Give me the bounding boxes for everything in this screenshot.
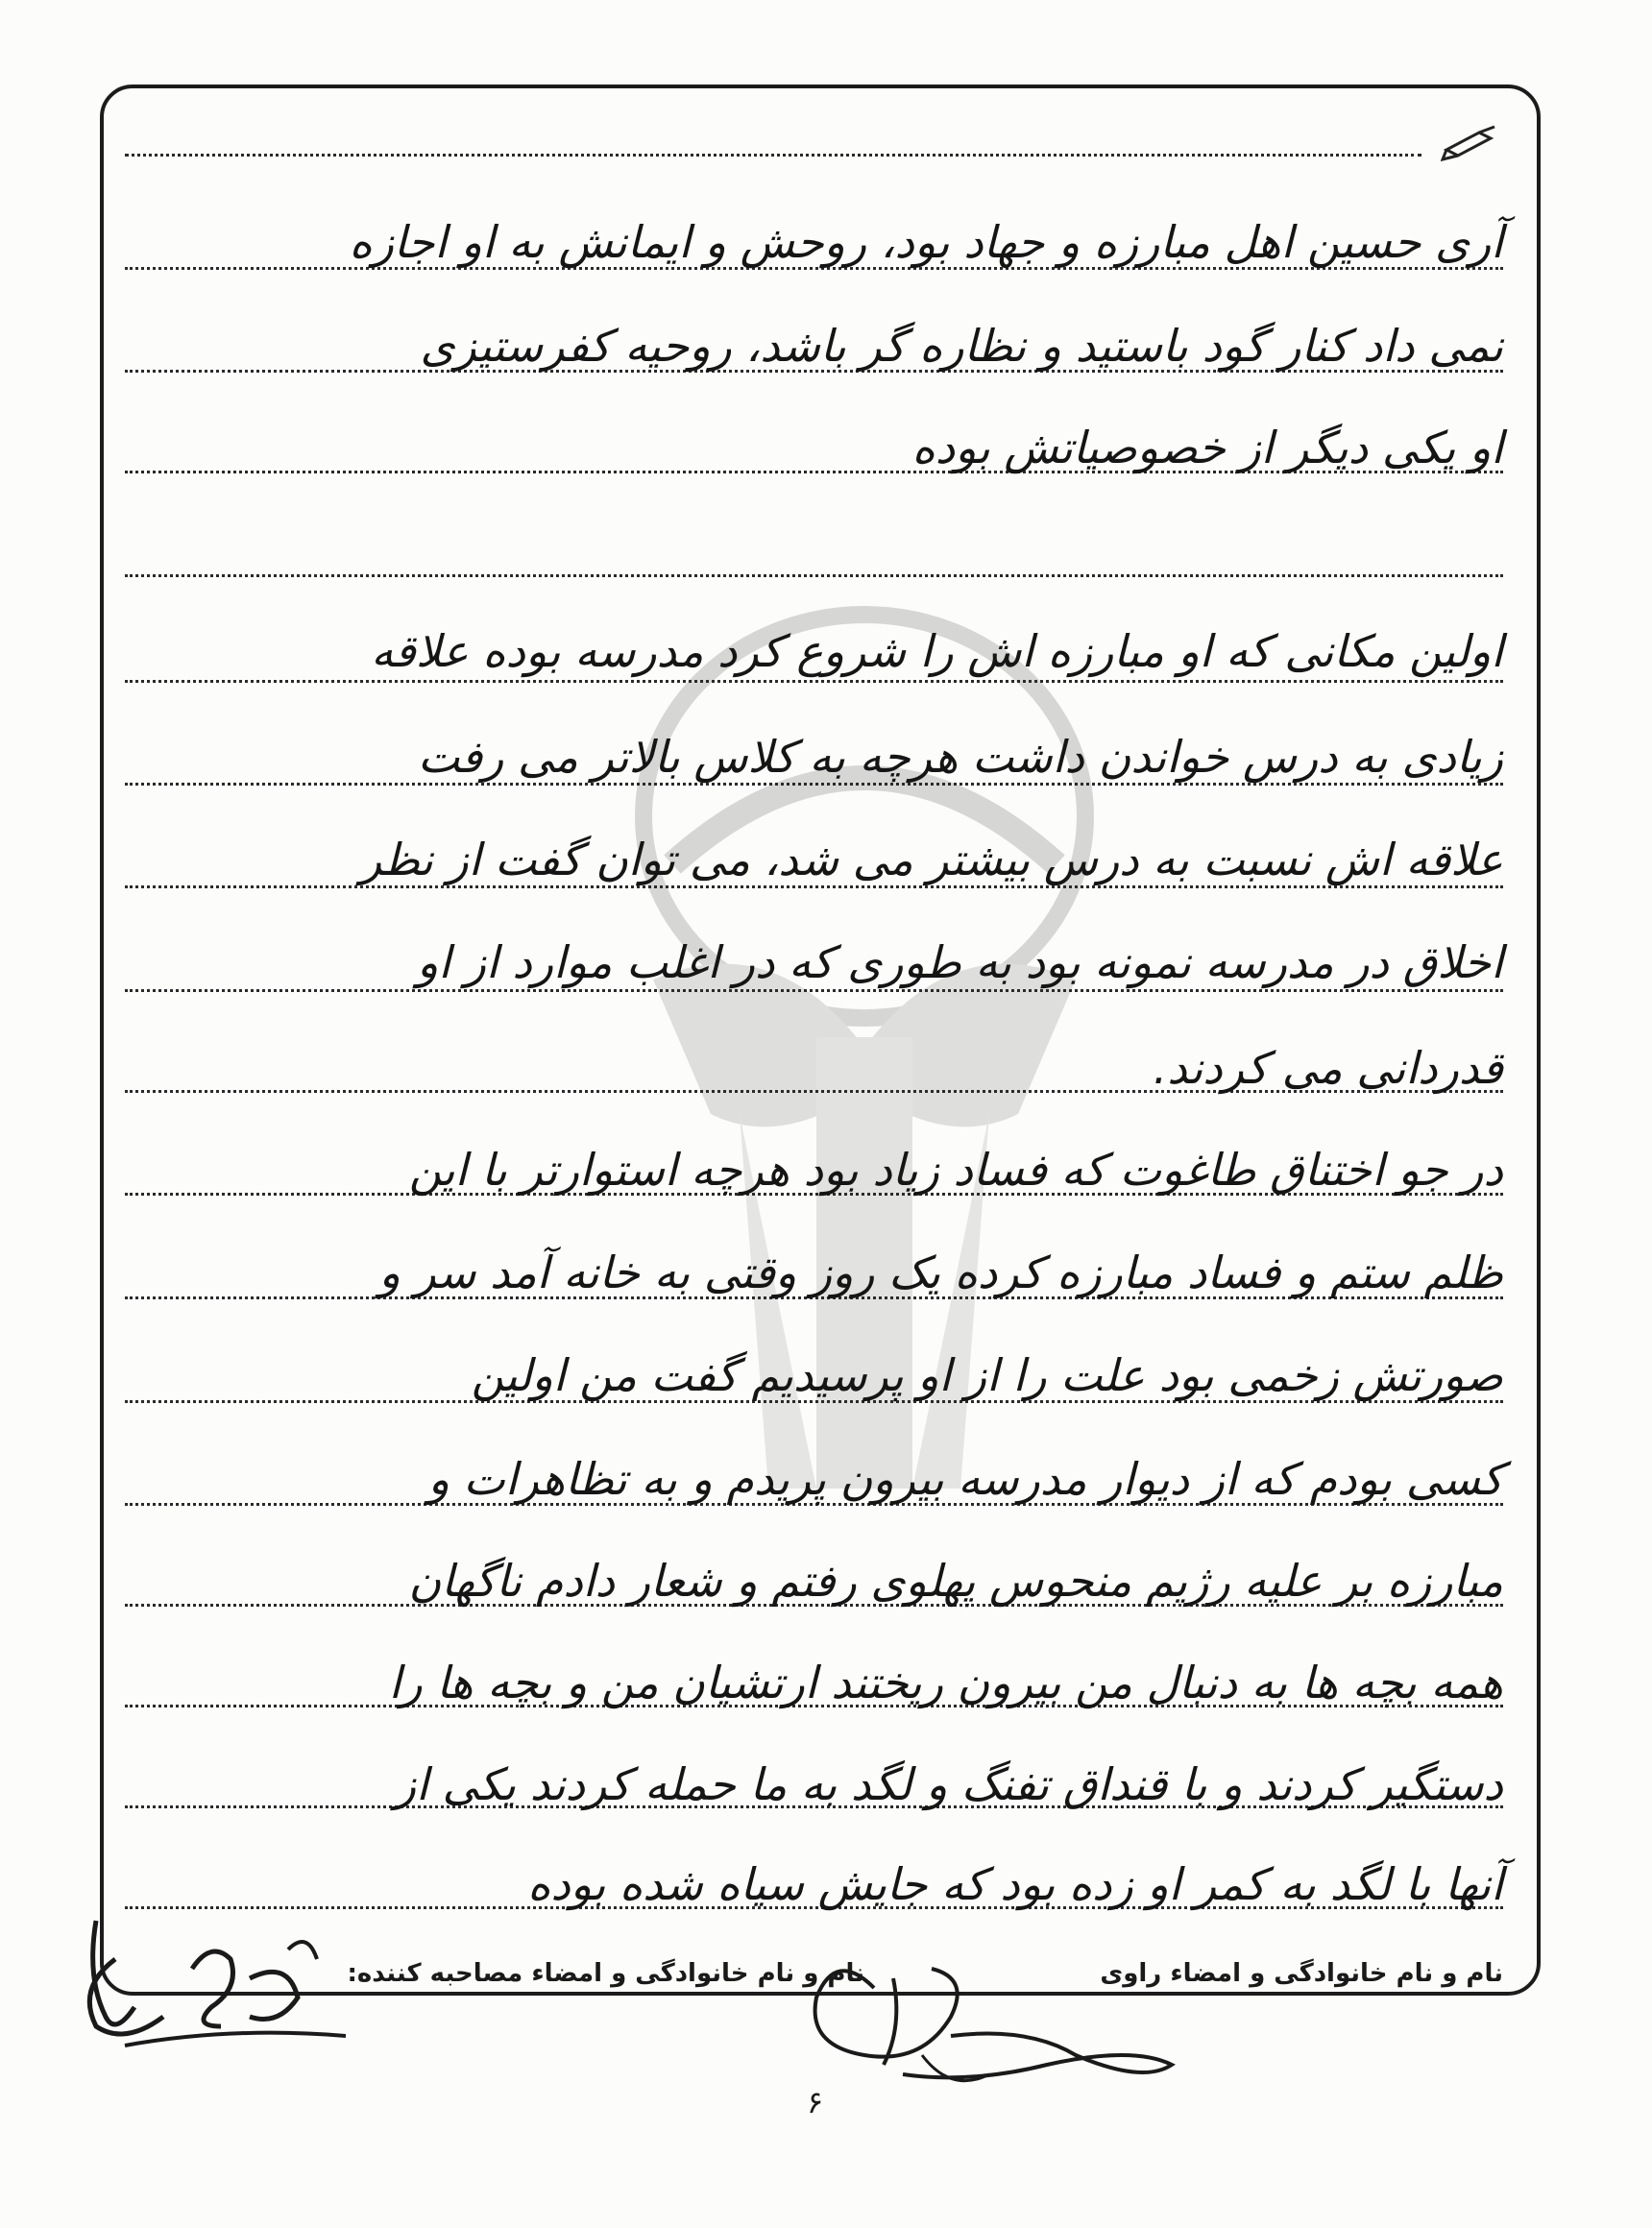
- handwritten-line: آنها با لگد به کمر او زده بود که جایش سیاه شده بوده: [527, 1858, 1503, 1910]
- handwritten-line: در جو اختناق طاغوت که فساد زیاد بود هرچه استوارتر با این: [408, 1144, 1503, 1196]
- ruled-line: [125, 680, 1503, 683]
- handwritten-line: اخلاق در مدرسه نمونه بود به طوری که در اغلب موارد از او: [417, 936, 1503, 988]
- page-number: ۶: [807, 2084, 824, 2120]
- handwritten-line: اولین مکانی که او مبارزه اش را شروع کرد مدرسه بوده علاقه: [371, 625, 1503, 677]
- handwritten-line: صورتش زخمی بود علت را از او پرسیدیم گفت من اولین: [471, 1349, 1503, 1401]
- handwritten-line: او یکی دیگر از خصوصیاتش بوده: [911, 422, 1503, 473]
- handwritten-line: دستگیر کردند و با قنداق تفنگ و لگد به ما حمله کردند یکی از: [394, 1758, 1503, 1810]
- handwritten-line: همه بچه ها به دنبال من بیرون ریختند ارتشیان من و بچه ها را: [388, 1657, 1503, 1708]
- ruled-line: [125, 574, 1503, 577]
- handwritten-line: زیادی به درس خواندن داشت هرچه به کلاس بالاتر می رفت: [417, 731, 1503, 783]
- handwritten-line: آری حسین اهل مبارزه و جهاد بود، روحش و ایمانش به او اجازه: [349, 216, 1503, 268]
- interviewer-signature-label: نام و نام خانوادگی و امضاء مصاحبه کننده:: [347, 1959, 864, 1988]
- handwritten-line: نمی داد کنار گود باستید و نظاره گر باشد، روحیه کفرستیزی: [420, 320, 1503, 372]
- ruled-line: [125, 154, 1421, 157]
- interviewer-signature: [759, 1930, 1181, 2103]
- handwritten-line: مبارزه بر علیه رژیم منحوس پهلوی رفتم و شعار دادم ناگهان: [408, 1555, 1503, 1607]
- narrator-signature: [58, 1901, 346, 2065]
- handwritten-line: ظلم ستم و فساد مبارزه کرده یک روز وقتی به خانه آمد سر و: [378, 1247, 1503, 1298]
- handwritten-line: کسی بودم که از دیوار مدرسه بیرون پریدم و به تظاهرات و: [427, 1453, 1503, 1505]
- handwritten-line: علاقه اش نسبت به درس بیشتر می شد، می توان گفت از نظر: [359, 834, 1503, 885]
- handwritten-line: قدردانی می کردند.: [1153, 1042, 1503, 1094]
- narrator-signature-label: نام و نام خانوادگی و امضاء راوی: [1100, 1959, 1503, 1988]
